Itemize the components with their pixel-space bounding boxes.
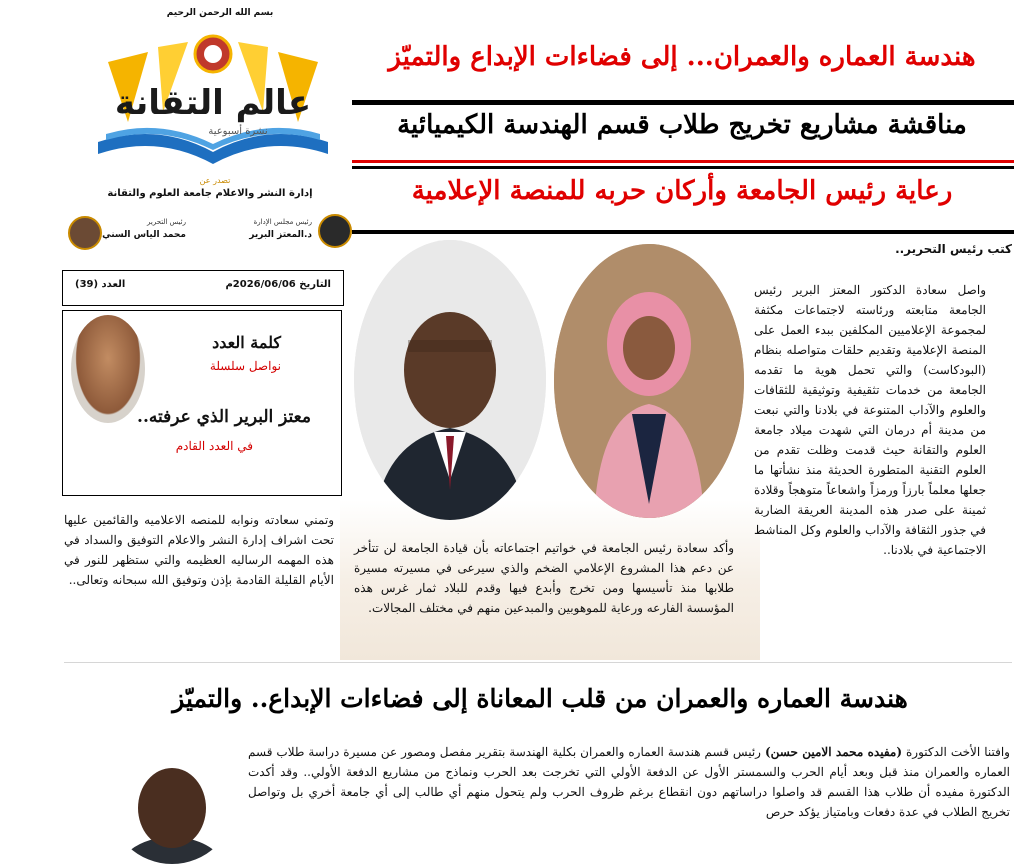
avatar — [318, 214, 352, 248]
logo-subtitle: نشرة أسبوعية — [208, 126, 268, 137]
headline-rule — [352, 160, 1014, 163]
author-portrait — [71, 315, 145, 423]
article-column-left: وتمني سعادته ونوابه للمنصه الاعلاميه والقائمين عليها تحت اشراف إدارة النشر والاعلام التوفيق والسداد في هذه المهمه الرساليه العظيمه والتي ستظهر للنور في الأيام القليلة القادمة بإذن وتوفيق الله سبحانه وتعالى.. — [64, 513, 334, 587]
newsletter-logo — [88, 22, 338, 180]
chair-name: د.المعتز البرير — [249, 230, 312, 240]
chair-role: رئيس مجلس الإدارة — [253, 218, 312, 226]
story-person-name: (مفيده محمد الامين حسن) — [764, 745, 903, 759]
logo-title: عالم التقانة — [114, 83, 312, 123]
board-chairman — [232, 212, 352, 252]
headline-architecture-story: هندسة العماره والعمران من قلب المعاناة إلى فضاءات الإبداع.. والتميّز — [172, 684, 908, 713]
headline-rule — [352, 230, 1014, 234]
story-body: رئيس قسم هندسة العماره والعمران بكلية الهندسة بتقرير مفصل ومصور عن مسيرة دراسة طلاب قسم العماره والعمران منذ قبل وبعد أيام الحرب والسمستر الأول عن الدفعة الأولي التي تخرجت بعد الحرب ونماذج من مشاريع الدفعة الأولي.. وقد أكدت الدكتورة مفيده أن طلاب هذا القسم قد واصلوا دراساتهم دون انقطاع برغم ظروف الحرب ولم يتحول منهم أي طالب إلى أي جامعة أخري بل وتواصل تخريج الطلاب في عدة دفعات وبامتياز يؤكد حرص — [248, 745, 1010, 819]
section-divider — [64, 662, 1012, 663]
publisher: إدارة النشر والاعلام جامعة العلوم والتقانة — [107, 188, 313, 199]
story-lead: وافتنا الأخت الدكتورة — [905, 745, 1010, 759]
issue-number: العدد (39) — [75, 279, 126, 290]
issue-word-title: كلمة العدد — [212, 333, 281, 352]
editor-name: محمد الياس السني — [102, 230, 186, 240]
basmala: بسم الله الرحمن الرحيم — [166, 8, 274, 18]
issue-word-box — [62, 310, 342, 496]
architecture-story-text — [248, 742, 1010, 822]
issued-by: تصدر عن — [199, 176, 231, 185]
article-byline: كتب رئيس التحرير.. — [895, 242, 1012, 256]
issue-word-headline: معتز البرير الذي عرفته.. — [137, 407, 311, 427]
issue-date: التاريخ 2026/06/06م — [225, 279, 331, 290]
article-column-middle: وأكد سعادة رئيس الجامعة في خواتيم اجتماعاته بأن قيادة الجامعة لن تتأخر عن دعم هذا المشروع الإعلامي الضخم والذي سيرعى في مسيرته مسيرة طلابها منذ تأسيسها ومن تخرج وأبدع فيها وقدم للبلاد ثمار غرس هذه المؤسسة الفارعه ورعاية للموهوبين والمبدعين منهم في مختلف المجالات. — [354, 541, 734, 615]
president-photo — [354, 240, 546, 520]
headline-rule — [352, 100, 1014, 105]
issue-word-next: في العدد القادم — [175, 439, 253, 453]
avatar — [68, 216, 102, 250]
headline-rule — [352, 166, 1014, 169]
issue-word-subtitle: نواصل سلسلة — [209, 359, 281, 373]
dean-photo — [110, 744, 234, 864]
media-officer-photo — [554, 244, 744, 518]
headline-media-platform: رعاية رئيس الجامعة وأركان حربه للمنصة الإعلامية — [411, 176, 953, 206]
editor-role: رئيس التحرير — [147, 218, 186, 226]
headline-chemical-engineering: مناقشة مشاريع تخريج طلاب قسم الهندسة الكيميائية — [397, 110, 967, 140]
issue-date-box — [62, 270, 344, 306]
editor-in-chief — [68, 212, 188, 252]
headline-architecture: هندسة العماره والعمران... إلى فضاءات الإبداع والتميّز — [388, 42, 976, 72]
article-column-right: واصل سعادة الدكتور المعتز البرير رئيس الجامعة متابعته ورئاسته لاجتماعات مكثفة لمجموعة الإعلاميين المكلفين ببدء العمل على المنصة الإعلامية وتقديم حلقات متواصله بنظام (البودكاست) والتي تحمل هوية ما تقدمه الجامعة من خدمات تثقيفية وتوثيقية للثقافات والعلوم والآداب المتنوعة في بلادنا والتي نبعت من مدينة أم درمان التي شهدت ميلاد جامعة العلوم والتقانة حيث قدمت وظلت تقدم من العلوم التقنية المتطورة الحديثة منذ نشأتها ما جعلها معلماً بارزاً ورمزاً واشعاعاً متوهجاً وقلادة ثمينة على صدر هذه المدينة العريقة الضاربة في جذور الثقافة والآداب والعلوم وكل المناشط الاجتماعية في بلادنا.. — [754, 283, 986, 557]
